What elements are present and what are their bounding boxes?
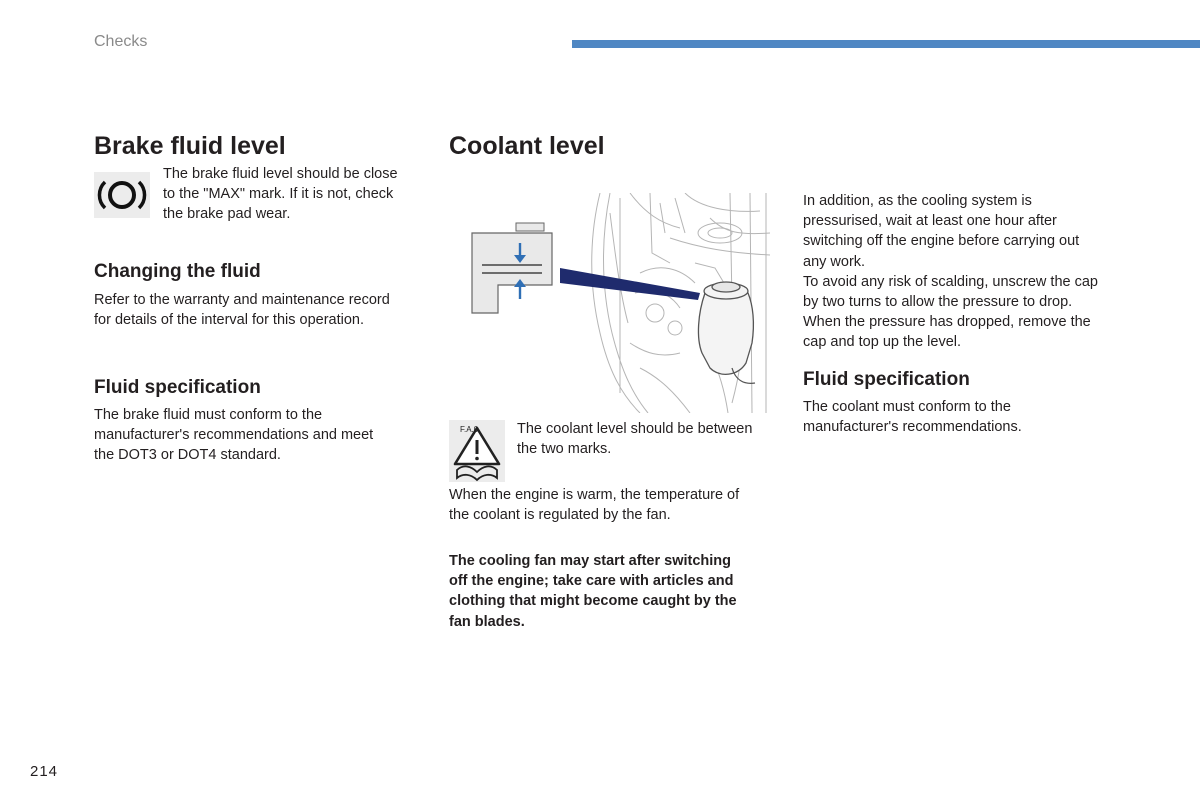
text-line: When the pressure has dropped, remove the (803, 314, 1091, 331)
header-accent-bar (572, 40, 1200, 48)
fan-regulation-text (449, 485, 779, 525)
text-line: The coolant level should be between (517, 421, 753, 437)
text-line: the DOT3 or DOT4 standard. (94, 447, 281, 464)
text-line: the two marks. (517, 441, 612, 458)
text-line: The brake fluid level should be close (163, 166, 398, 182)
page-number: 214 (30, 763, 59, 780)
coolant-marks-text (517, 419, 787, 459)
text-line: To avoid any risk of scalding, unscrew the cap (803, 273, 1098, 290)
text-line: The cooling fan may start after switching (449, 553, 731, 569)
text-line: pressurised, wait at least one hour after (803, 213, 1057, 230)
changing-fluid-heading: Changing the fluid (94, 261, 261, 282)
text-line: fan blades. (449, 613, 525, 630)
coolant-reservoir-illustration (470, 193, 775, 413)
pressure-text (803, 191, 1143, 353)
section-label: Checks (94, 33, 148, 50)
hot-coolant-warning-icon (449, 420, 505, 482)
text-line: the brake pad wear. (163, 206, 291, 223)
fan-caution-text (449, 551, 779, 632)
text-line: manufacturer's recommendations. (803, 419, 1022, 436)
text-line: Refer to the warranty and maintenance record (94, 292, 390, 308)
text-line: any work. (803, 253, 866, 270)
text-line: The coolant must conform to the (803, 399, 1011, 415)
brake-level-text (163, 164, 433, 225)
brake-fluid-title: Brake fluid level (94, 132, 286, 160)
brake-spec-heading: Fluid specification (94, 377, 261, 398)
text-line: manufacturer's recommendations and meet (94, 427, 374, 444)
text-line: for details of the interval for this operation. (94, 312, 365, 329)
text-line: switching off the engine before carrying out (803, 233, 1080, 250)
warning-icon-label: F.A.0 (460, 425, 479, 434)
brake-spec-text (94, 405, 424, 466)
text-line: The brake fluid must conform to the (94, 407, 323, 423)
text-line: cap and top up the level. (803, 334, 962, 351)
text-line: to the "MAX" mark. If it is not, check (163, 186, 394, 203)
brake-warning-icon (94, 172, 150, 218)
text-line: by two turns to allow the pressure to drop. (803, 294, 1073, 311)
coolant-spec-heading: Fluid specification (803, 369, 970, 390)
text-line: the coolant is regulated by the fan. (449, 507, 671, 524)
coolant-level-title: Coolant level (449, 132, 605, 160)
text-line: clothing that might become caught by the (449, 593, 737, 610)
text-line: In addition, as the cooling system is (803, 193, 1032, 209)
coolant-spec-text (803, 397, 1143, 437)
changing-fluid-text (94, 290, 424, 330)
text-line: off the engine; take care with articles and (449, 573, 734, 590)
text-line: When the engine is warm, the temperature of (449, 487, 740, 503)
